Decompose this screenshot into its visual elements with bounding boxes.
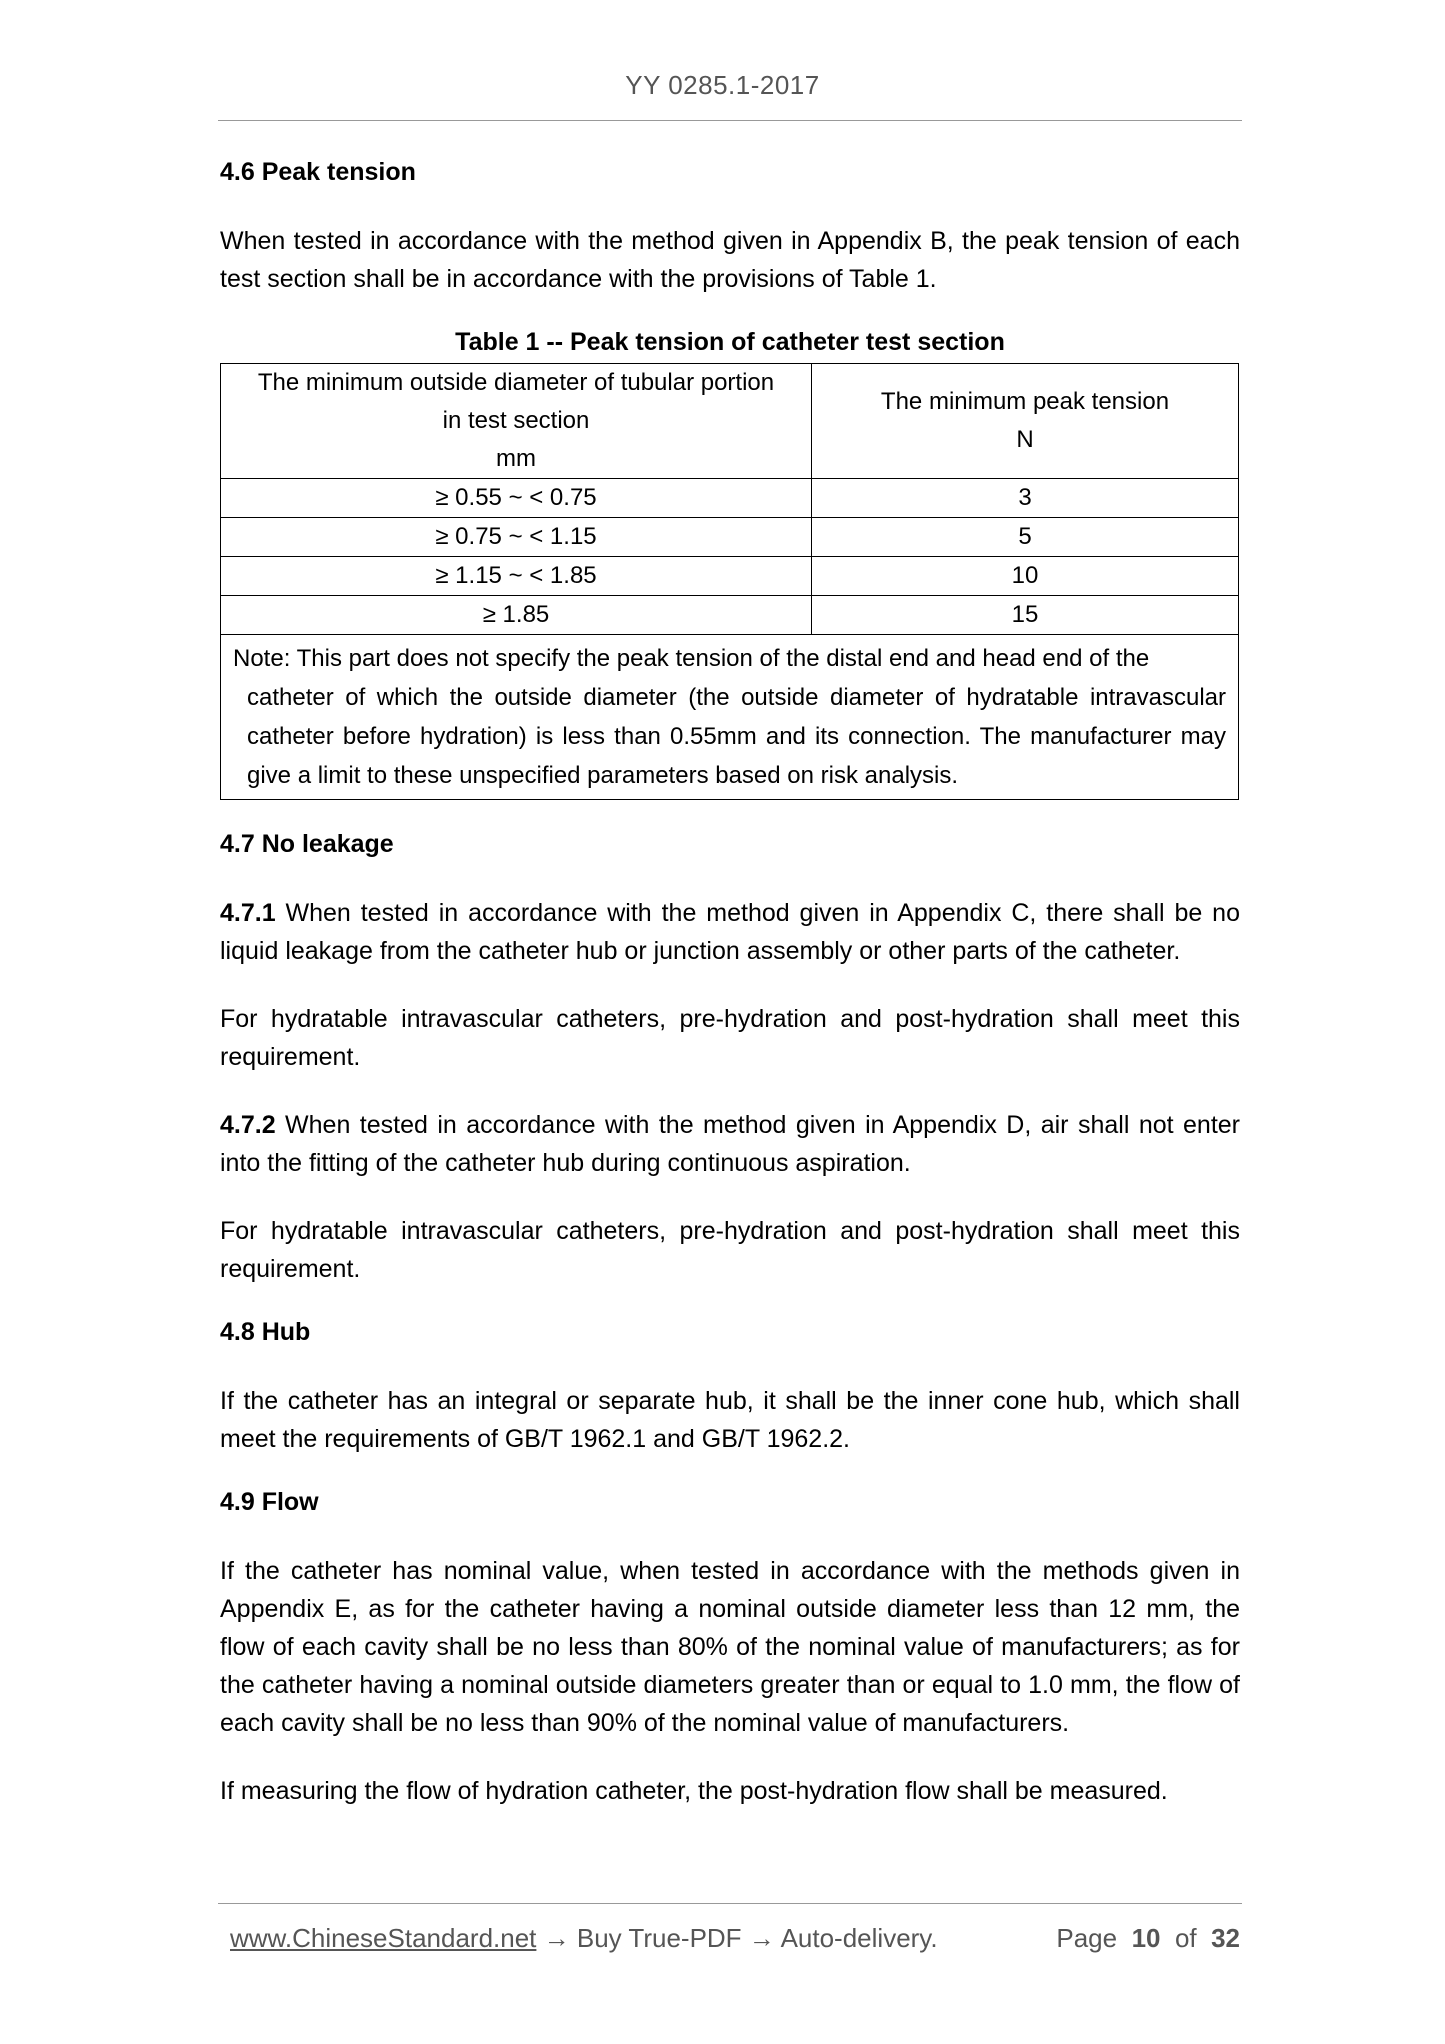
section-heading-4-9: 4.9 Flow [220,1488,319,1516]
header-tension-line: The minimum peak tension [880,388,1170,415]
tension-cell: 5 [812,518,1239,557]
section-4-9-paragraph-2: If measuring the flow of hydration catheter, the post-hydration flow shall be measured. [220,1777,1168,1805]
table-note [221,635,1239,800]
clause-number: 4.7.2 [220,1111,276,1139]
table-row [221,518,1239,557]
total-pages: 32 [1211,1923,1240,1953]
page-footer [230,1923,1240,1954]
clause-4-7-2 [220,1106,1240,1182]
page-content [220,158,1240,1840]
clause-4-7-1 [220,894,1240,970]
table-row [221,596,1239,635]
header-diameter-unit: mm [496,445,536,472]
diameter-cell: ≥ 1.85 [221,596,812,635]
footer-tagline: → Buy True-PDF → Auto-delivery. [536,1923,938,1953]
table-row [221,479,1239,518]
section-heading-4-7: 4.7 No leakage [220,830,394,858]
clause-number: 4.7.1 [220,899,276,927]
table-header-row [221,364,1239,479]
document-id-header: YY 0285.1-2017 [625,70,820,100]
table-note-continuation: catheter of which the outside diameter (the outside diameter of hydratable intravascular catheter before hydration) is less than 0.55mm and its connection. The manufacturer may give a limit to these unspecified parameters based on risk analysis. [247,684,1226,789]
tension-cell: 15 [812,596,1239,635]
clause-text: When tested in accordance with the method given in Appendix D, air shall not enter into the fitting of the catheter hub during continuous aspiration. [220,1111,1240,1177]
peak-tension-table [220,363,1239,800]
footer-website-link[interactable]: www.ChineseStandard.net [230,1923,537,1953]
tension-cell: 10 [812,557,1239,596]
section-heading-4-6: 4.6 Peak tension [220,158,416,186]
diameter-cell: ≥ 1.15 ~ < 1.85 [221,557,812,596]
header-diameter-line: The minimum outside diameter of tubular portion [257,369,775,396]
header-cell-tension [812,364,1239,479]
section-4-9-paragraph: If the catheter has nominal value, when tested in accordance with the methods given in Appendix E, as for the catheter having a nominal outside diameter less than 12 mm, the flow of each cavity shall be no less than 80% of the nominal value of manufacturers; as for the catheter having a nominal outside diameters greater than or equal to 1.0 mm, the flow of each cavity shall be no less than 90% of the nominal value of manufacturers. [220,1557,1240,1737]
header-tension-unit: N [1016,426,1034,453]
diameter-cell: ≥ 0.55 ~ < 0.75 [221,479,812,518]
current-page: 10 [1131,1923,1161,1953]
clause-4-7-1-note: For hydratable intravascular catheters, pre-hydration and post-hydration shall meet this requirement. [220,1005,1240,1071]
footer-divider [218,1903,1242,1904]
table-note-first-line: Note: This part does not specify the peak tension of the distal end and head end of the [233,645,1150,672]
tension-cell: 3 [812,479,1239,518]
table-1-title: Table 1 -- Peak tension of catheter test section [455,328,1005,356]
clause-4-7-2-note: For hydratable intravascular catheters, pre-hydration and post-hydration shall meet this requirement. [220,1217,1240,1283]
header-cell-diameter [221,364,812,479]
section-4-6-paragraph: When tested in accordance with the method given in Appendix B, the peak tension of each test section shall be in accordance with the provisions of Table 1. [220,227,1240,293]
page-number [1056,1923,1240,1954]
header-divider [218,120,1242,121]
clause-text: When tested in accordance with the method given in Appendix C, there shall be no liquid leakage from the catheter hub or junction assembly or other parts of the catheter. [220,899,1240,965]
table-note-row [221,635,1239,800]
table-row [221,557,1239,596]
page-label: Page [1056,1923,1118,1953]
of-label: of [1174,1923,1197,1953]
section-4-8-paragraph: If the catheter has an integral or separate hub, it shall be the inner cone hub, which shall meet the requirements of GB/T 1962.1 and GB/T 1962.2. [220,1387,1240,1453]
section-heading-4-8: 4.8 Hub [220,1318,311,1346]
header-diameter-line: in test section [442,407,590,434]
diameter-cell: ≥ 0.75 ~ < 1.15 [221,518,812,557]
